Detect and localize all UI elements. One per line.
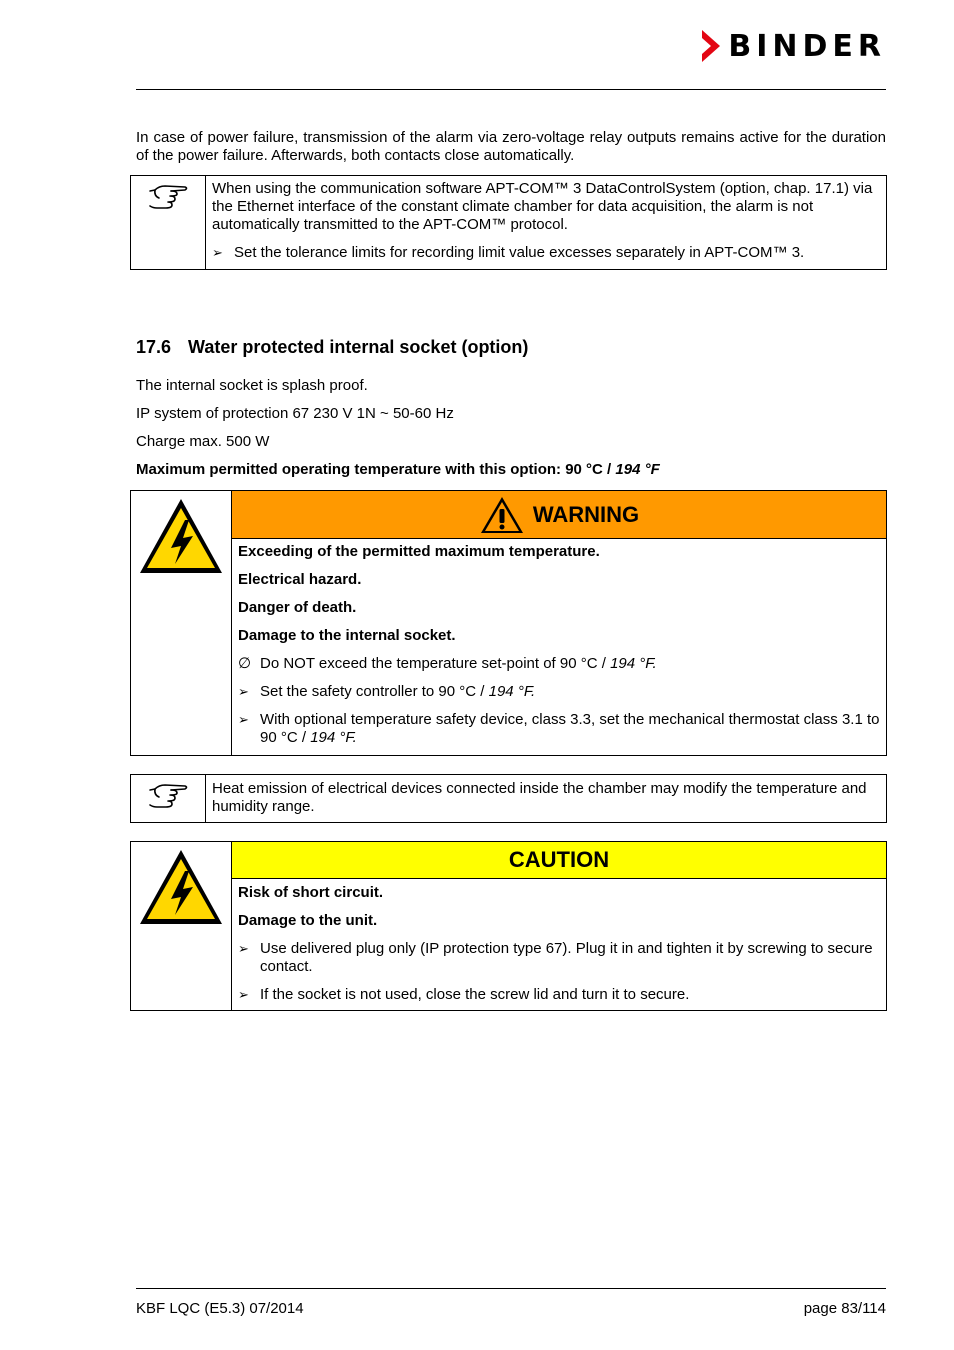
caution-bullet <box>238 940 880 976</box>
note-text: Heat emission of electrical devices connected inside the chamber may modify the temperature and humidity range. <box>212 780 867 815</box>
caution-box <box>130 841 887 1011</box>
caution-banner <box>232 842 886 879</box>
note-icon-cell <box>131 775 206 822</box>
warning-bullet <box>238 683 880 701</box>
warning-box <box>130 490 887 756</box>
warning-bullet-text: With optional temperature safety device, class 3.3, set the mechanical thermostat class 3.1 to 90 °C / 194 °F. <box>260 711 880 746</box>
warning-title: WARNING <box>532 501 640 527</box>
warning-line: Exceeding of the permitted maximum temperature. <box>238 543 600 560</box>
warning-line: Damage to the internal socket. <box>238 627 456 644</box>
bullet-arrow: ➢ <box>212 245 223 260</box>
warning-banner <box>232 491 886 539</box>
section-number: 17.6 <box>136 337 172 357</box>
section-heading <box>136 336 886 358</box>
electrical-hazard-icon <box>137 847 225 927</box>
prohibition-icon: ∅ <box>238 655 252 672</box>
max-temperature-note <box>136 461 660 479</box>
prohibition-text: Do NOT exceed the temperature set-point of 90 °C / 194 °F. <box>260 655 657 672</box>
warning-body <box>232 491 886 755</box>
footer-page-number: page 83/114 <box>803 1300 886 1317</box>
prohibition-item <box>238 655 880 673</box>
note-bullet <box>212 244 880 262</box>
caution-icon-cell <box>131 842 232 1010</box>
socket-description: The internal socket is splash proof. <box>136 377 368 394</box>
intro-paragraph: In case of power failure, transmission of the alarm via zero-voltage relay outputs remains active for the duration of the power failure. Afterwards, both contacts close automatically. <box>136 129 886 164</box>
note-text: When using the communication software APT-COM™ 3 DataControlSystem (option, chap. 17.1) via the Ethernet interface of the constant climate chamber for data acquisition, the alarm is not automatically transmitted to the APT-COM™ protocol. <box>212 180 873 233</box>
caution-content <box>232 879 886 1010</box>
bullet-arrow: ➢ <box>238 987 249 1002</box>
warning-bullet-text: Set the safety controller to 90 °C / 194 °F. <box>260 683 536 700</box>
warning-icon-cell <box>131 491 232 755</box>
section-title: Water protected internal socket (option) <box>188 337 529 357</box>
bullet-arrow: ➢ <box>238 712 249 727</box>
warning-bullet <box>238 711 880 747</box>
caution-body <box>232 842 886 1010</box>
max-temp-label: Maximum permitted operating temperature with this option: 90 °C / <box>136 461 612 478</box>
note-box-apt-com <box>130 175 887 270</box>
charge-max-spec: Charge max. 500 W <box>136 433 270 450</box>
binder-logo <box>700 28 886 64</box>
bullet-arrow: ➢ <box>238 941 249 956</box>
max-temp-fahrenheit: 194 °F <box>615 461 660 478</box>
pointing-hand-icon <box>147 182 189 216</box>
footer-divider <box>136 1288 886 1289</box>
brand-name: BINDER <box>728 28 886 64</box>
ip-protection-spec: IP system of protection 67 230 V 1N ~ 50-60 Hz <box>136 405 454 422</box>
exclamation-triangle-icon <box>479 495 525 535</box>
caution-line: Damage to the unit. <box>238 912 378 929</box>
caution-title: CAUTION <box>508 847 610 872</box>
caution-bullet-text: Use delivered plug only (IP protection type 67). Plug it in and tighten it by screwing to secure contact. <box>260 940 873 975</box>
pointing-hand-icon <box>147 781 189 815</box>
warning-line: Danger of death. <box>238 599 357 616</box>
electrical-hazard-icon <box>137 496 225 576</box>
caution-line: Risk of short circuit. <box>238 884 384 901</box>
binder-logo-icon <box>700 28 722 64</box>
footer-document-id: KBF LQC (E5.3) 07/2014 <box>136 1300 304 1317</box>
note-icon-cell <box>131 176 206 269</box>
caution-bullet <box>238 986 880 1004</box>
warning-content <box>232 539 886 755</box>
note-bullet-text: Set the tolerance limits for recording limit value excesses separately in APT-COM™ 3. <box>234 244 805 261</box>
bullet-arrow: ➢ <box>238 684 249 699</box>
note-box-heat-emission <box>130 774 887 823</box>
caution-bullet-text: If the socket is not used, close the screw lid and turn it to secure. <box>260 986 690 1003</box>
note-content <box>206 176 886 269</box>
warning-line: Electrical hazard. <box>238 571 362 588</box>
header-divider <box>136 89 886 90</box>
